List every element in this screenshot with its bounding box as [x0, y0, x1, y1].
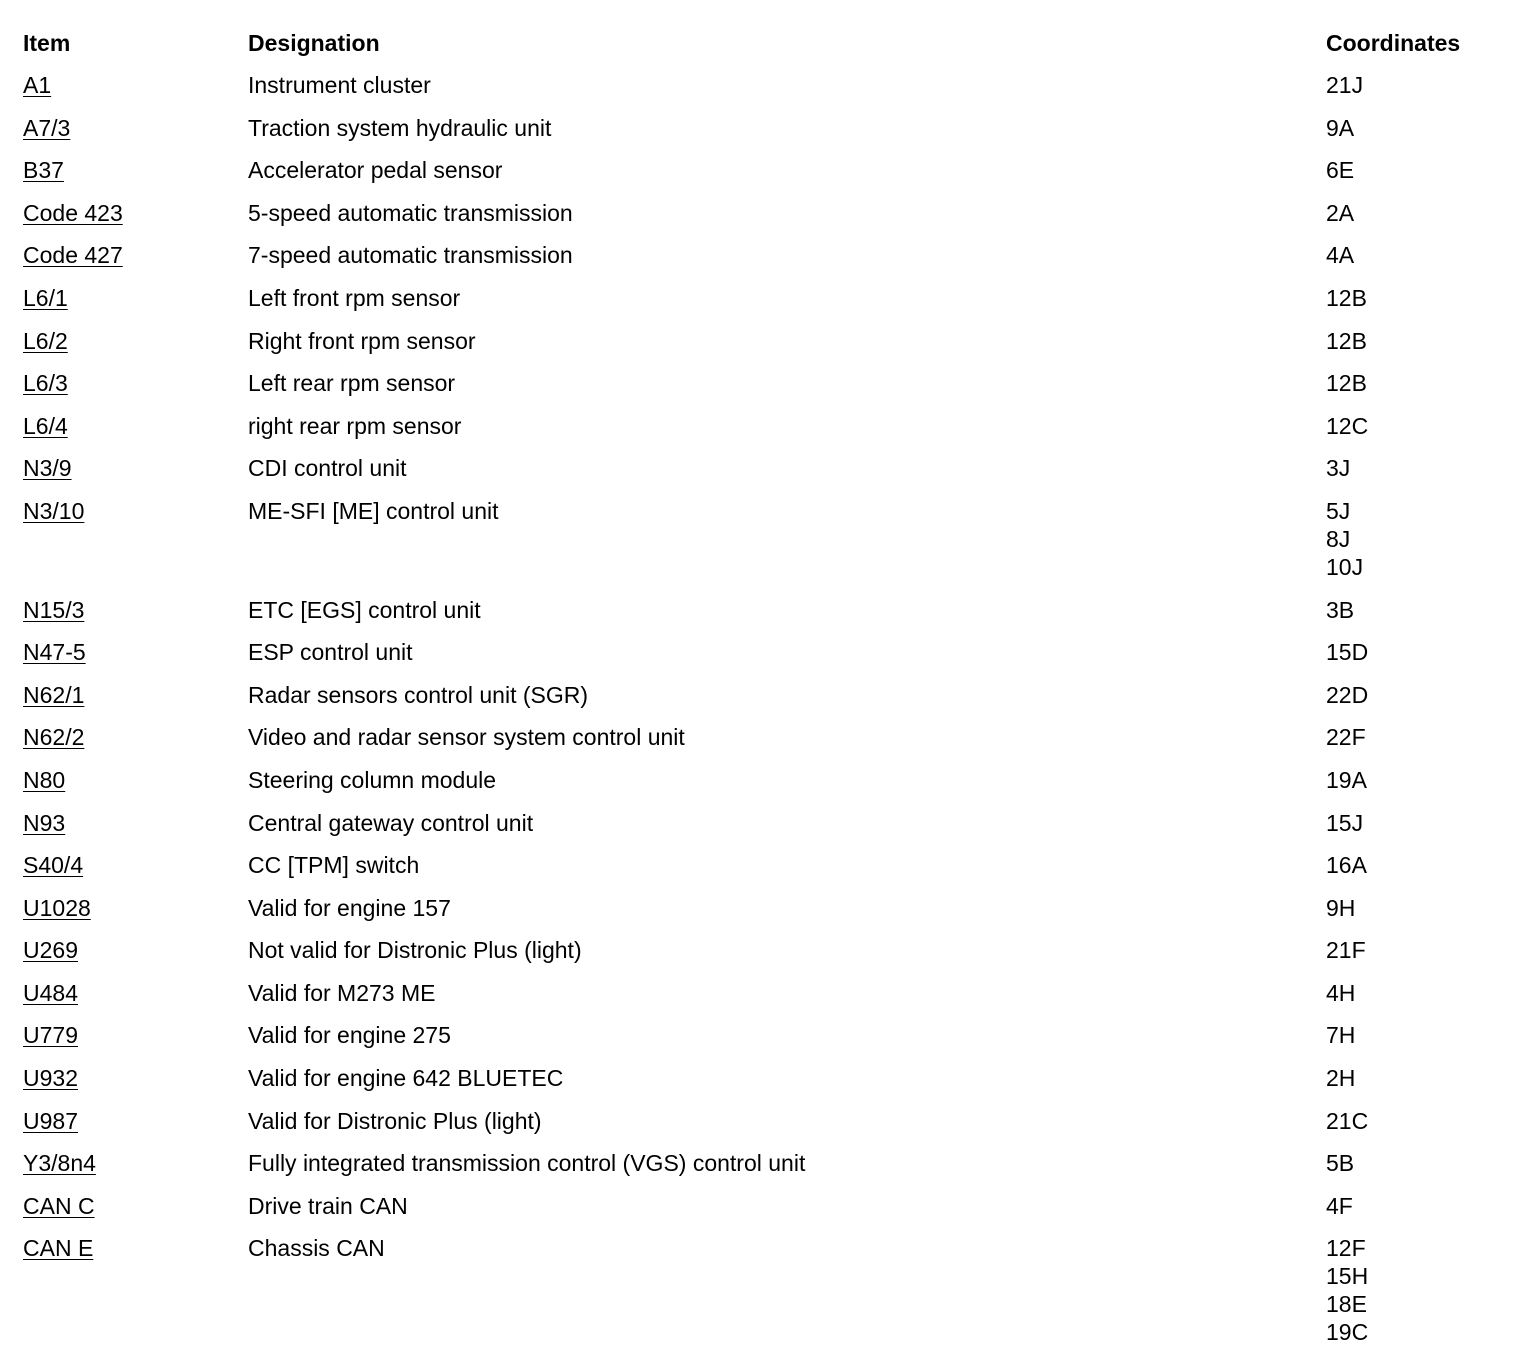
- coordinates-cell: [1326, 284, 1367, 312]
- designation-text: CC [TPM] switch: [248, 852, 420, 879]
- item-link[interactable]: A1: [23, 72, 52, 98]
- coordinates-cell: [1326, 71, 1363, 99]
- table-row: [0, 327, 1520, 370]
- coordinate-value: 19A: [1326, 766, 1367, 793]
- designation-text: Traction system hydraulic unit: [248, 114, 552, 141]
- designation-text: Valid for Distronic Plus (light): [248, 1107, 542, 1134]
- designation-text: Drive train CAN: [248, 1192, 408, 1219]
- coordinate-value: 6E: [1326, 157, 1355, 184]
- coordinates-cell: [1326, 681, 1368, 709]
- designation-text: 7-speed automatic transmission: [248, 242, 573, 269]
- item-link[interactable]: N15/3: [23, 596, 85, 623]
- table-row: [0, 1234, 1520, 1346]
- coordinate-value: 8J: [1326, 525, 1351, 552]
- table-row: [0, 1149, 1520, 1192]
- coordinate-value: 15D: [1326, 639, 1369, 666]
- item-link[interactable]: CAN C: [23, 1192, 95, 1219]
- designation-text: Radar sensors control unit (SGR): [248, 681, 589, 708]
- coordinate-value: 3J: [1326, 455, 1351, 482]
- item-link[interactable]: Code 427: [23, 242, 123, 269]
- coordinates-cell: [1326, 454, 1350, 482]
- item-link[interactable]: Code 423: [23, 199, 123, 226]
- designation-text: Accelerator pedal sensor: [248, 157, 503, 184]
- table-header: [0, 29, 1520, 59]
- header-designation: Designation: [248, 30, 380, 56]
- table-row: [0, 369, 1520, 412]
- coordinate-value: 4F: [1326, 1192, 1353, 1219]
- coordinate-value: 5B: [1326, 1150, 1355, 1177]
- table-row: [0, 1107, 1520, 1150]
- table-row: [0, 1064, 1520, 1107]
- table-row: [0, 71, 1520, 114]
- item-link[interactable]: N3/10: [23, 497, 85, 524]
- designation-text: Video and radar sensor system control unit: [248, 724, 685, 751]
- coordinate-value: 7H: [1326, 1022, 1356, 1049]
- designation-text: Valid for engine 275: [248, 1022, 451, 1049]
- coordinates-cell: [1326, 327, 1367, 355]
- coordinate-value: 21J: [1326, 72, 1364, 98]
- designation-text: Central gateway control unit: [248, 809, 534, 836]
- coordinate-value: 4H: [1326, 979, 1356, 1006]
- designation-text: CDI control unit: [248, 455, 407, 482]
- coordinates-cell: [1326, 1149, 1354, 1177]
- designation-text: ETC [EGS] control unit: [248, 596, 481, 623]
- item-link[interactable]: U932: [23, 1065, 78, 1092]
- designation-text: Steering column module: [248, 766, 497, 793]
- coordinates-cell: [1326, 596, 1354, 624]
- coordinates-cell: [1326, 851, 1367, 879]
- designation-text: Valid for engine 157: [248, 894, 451, 921]
- coordinate-value: 9A: [1326, 114, 1355, 141]
- coordinates-cell: [1326, 1064, 1355, 1092]
- coordinates-cell: [1326, 1192, 1353, 1220]
- table-row: [0, 454, 1520, 497]
- item-link[interactable]: A7/3: [23, 114, 71, 141]
- table-row: [0, 681, 1520, 724]
- table-row: [0, 809, 1520, 852]
- coordinates-cell: [1326, 199, 1354, 227]
- coordinate-value: 15J: [1326, 809, 1364, 836]
- item-link[interactable]: L6/1: [23, 284, 68, 311]
- coordinate-value: 12B: [1326, 327, 1367, 354]
- coordinate-value: 12F: [1326, 1235, 1366, 1262]
- designation-text: Valid for M273 ME: [248, 979, 436, 1006]
- item-link[interactable]: B37: [23, 157, 64, 184]
- coordinates-cell: [1326, 241, 1354, 269]
- coordinates-cell: [1326, 809, 1363, 837]
- coordinates-cell: [1326, 1234, 1368, 1346]
- table-row: [0, 1021, 1520, 1064]
- coordinates-cell: [1326, 979, 1355, 1007]
- item-link[interactable]: Y3/8n4: [23, 1150, 96, 1177]
- table-row: [0, 241, 1520, 284]
- coordinate-value: 18E: [1326, 1291, 1367, 1318]
- table-row: [0, 412, 1520, 455]
- coordinate-value: 22F: [1326, 724, 1366, 751]
- table-row: [0, 199, 1520, 242]
- coordinates-cell: [1326, 497, 1363, 581]
- coordinates-cell: [1326, 412, 1368, 440]
- coordinate-value: 22D: [1326, 681, 1369, 708]
- coordinates-cell: [1326, 114, 1354, 142]
- item-link[interactable]: N47-5: [23, 639, 86, 666]
- item-link[interactable]: U1028: [23, 894, 91, 921]
- header-item: Item: [23, 30, 71, 56]
- coordinate-value: 15H: [1326, 1263, 1369, 1290]
- designation-text: Instrument cluster: [248, 72, 431, 98]
- table-row: [0, 497, 1520, 596]
- table-row: [0, 723, 1520, 766]
- coordinate-value: 12C: [1326, 412, 1369, 439]
- item-link[interactable]: N93: [23, 809, 66, 836]
- item-link[interactable]: N62/1: [23, 681, 85, 708]
- item-link[interactable]: N3/9: [23, 455, 72, 482]
- table-row: [0, 596, 1520, 639]
- table-row: [0, 894, 1520, 937]
- coordinate-value: 16A: [1326, 852, 1367, 879]
- coordinates-cell: [1326, 723, 1366, 751]
- designation-text: ESP control unit: [248, 639, 413, 666]
- coordinate-value: 21F: [1326, 937, 1366, 964]
- coordinate-value: 4A: [1326, 242, 1355, 269]
- table-row: [0, 851, 1520, 894]
- table-row: [0, 114, 1520, 157]
- item-link[interactable]: U269: [23, 937, 78, 964]
- coordinates-cell: [1326, 936, 1366, 964]
- item-link[interactable]: L6/2: [23, 327, 68, 354]
- coordinates-cell: [1326, 894, 1355, 922]
- header-coordinates: Coordinates: [1326, 30, 1461, 56]
- item-link[interactable]: L6/3: [23, 370, 68, 397]
- coordinates-cell: [1326, 369, 1367, 397]
- table-row: [0, 638, 1520, 681]
- table-row: [0, 156, 1520, 199]
- coordinate-value: 5J: [1326, 497, 1351, 524]
- coordinates-cell: [1326, 766, 1367, 794]
- item-link[interactable]: U779: [23, 1022, 78, 1049]
- item-link[interactable]: U987: [23, 1107, 78, 1134]
- coordinate-value: 12B: [1326, 284, 1367, 311]
- designation-text: Left rear rpm sensor: [248, 370, 456, 397]
- item-link[interactable]: U484: [23, 979, 78, 1006]
- item-link[interactable]: CAN E: [23, 1235, 94, 1262]
- coordinate-value: 3B: [1326, 596, 1355, 623]
- designation-text: Fully integrated transmission control (VGS) control unit: [248, 1150, 806, 1177]
- designation-text: Right front rpm sensor: [248, 327, 476, 354]
- table-body: [0, 71, 1520, 1346]
- item-link[interactable]: S40/4: [23, 852, 84, 879]
- coordinate-value: 21C: [1326, 1107, 1369, 1134]
- coordinate-value: 12B: [1326, 370, 1367, 397]
- coordinate-value: 2A: [1326, 199, 1355, 226]
- coordinate-value: 9H: [1326, 894, 1356, 921]
- table-row: [0, 766, 1520, 809]
- designation-text: Not valid for Distronic Plus (light): [248, 937, 582, 964]
- coordinates-cell: [1326, 638, 1368, 666]
- designation-text: 5-speed automatic transmission: [248, 199, 573, 226]
- designation-text: Left front rpm sensor: [248, 284, 461, 311]
- table-row: [0, 1192, 1520, 1235]
- coordinate-value: 2H: [1326, 1065, 1356, 1092]
- item-link[interactable]: N80: [23, 766, 66, 793]
- designation-text: ME-SFI [ME] control unit: [248, 497, 499, 524]
- table-row: [0, 284, 1520, 327]
- item-link[interactable]: N62/2: [23, 724, 85, 751]
- designation-text: Valid for engine 642 BLUETEC: [248, 1065, 564, 1092]
- table-row: [0, 936, 1520, 979]
- designation-text: Chassis CAN: [248, 1235, 385, 1262]
- table-row: [0, 979, 1520, 1022]
- designation-text: right rear rpm sensor: [248, 412, 462, 439]
- coordinates-cell: [1326, 1107, 1368, 1135]
- coordinates-cell: [1326, 1021, 1355, 1049]
- item-link[interactable]: L6/4: [23, 412, 68, 439]
- coordinate-value: 10J: [1326, 553, 1364, 580]
- coordinates-cell: [1326, 156, 1354, 184]
- coordinate-value: 19C: [1326, 1319, 1369, 1346]
